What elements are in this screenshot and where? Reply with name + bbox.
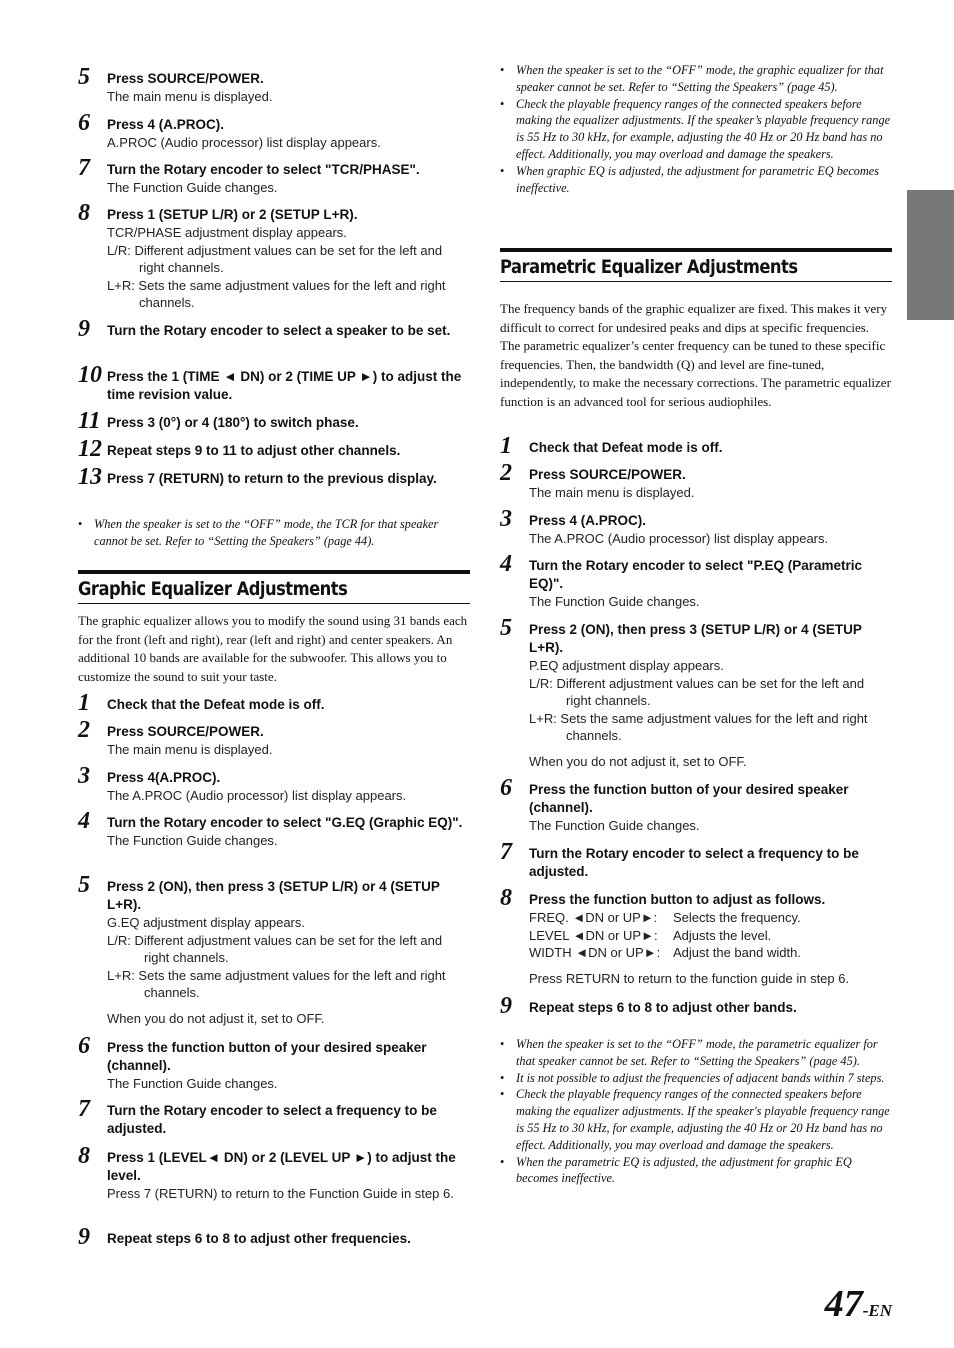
step-heading: Press SOURCE/POWER. [529, 467, 686, 482]
table-row [529, 944, 892, 962]
geq-step-7 [78, 1096, 470, 1138]
table-key: LEVEL ◄DN or UP►: [529, 927, 658, 943]
geq-step-1 [78, 690, 470, 716]
step-heading: Press 2 (ON), then press 3 (SETUP L/R) or 4 (SETUP L+R). [107, 879, 440, 912]
table-key: WIDTH ◄DN or UP►: [529, 945, 661, 960]
note-item [500, 163, 892, 197]
step-number: 2 [500, 460, 512, 486]
step-description: The Function Guide changes. [107, 833, 278, 848]
step-number: 1 [78, 690, 90, 716]
peq-step-7 [500, 839, 892, 881]
note-item [500, 96, 892, 163]
peq-step-8 [500, 885, 892, 987]
step-heading: Press the function button of your desired speaker (channel). [107, 1040, 427, 1073]
geq-step-5 [78, 872, 470, 1027]
step-number: 7 [78, 1096, 90, 1122]
tcr-step-12 [78, 436, 470, 462]
step-number: 10 [78, 362, 102, 388]
tcr-step-11 [78, 408, 470, 434]
note-text: Check the playable frequency ranges of the connected speakers before making the equalizer adjustments. If the speaker's playable frequency range is 55 Hz to 30 kHz, for example, adjusting the 40 Hz or 20 Hz band has no effect. Additionally, you may overload and damage the speakers. [516, 1087, 890, 1152]
step-description: Press 7 (RETURN) to return to the Function Guide in step 6. [107, 1186, 454, 1201]
geq-intro: The graphic equalizer allows you to modify the sound using 31 bands each for the front (left and right), rear (left and right) and center speakers. An additional 10 bands are available for the subwoofer. This allows you to customize the sound to suit your taste. [78, 613, 468, 684]
page-number-suffix: -EN [862, 1301, 892, 1320]
step-number: 9 [78, 1224, 90, 1250]
step-heading: Turn the Rotary encoder to select "P.EQ (Parametric EQ)". [529, 558, 863, 591]
lplusr-description: L+R: Sets the same adjustment values for the left and right channels. [529, 710, 868, 743]
bullet: • [500, 1087, 505, 1102]
table-value: Adjusts the level. [673, 927, 772, 943]
note-item [500, 62, 892, 96]
step-heading: Repeat steps 6 to 8 to adjust other bands. [529, 1000, 797, 1015]
function-button-table [529, 909, 892, 962]
geq-step-4 [78, 808, 470, 850]
step-number: 7 [500, 839, 512, 865]
note-text: When the speaker is set to the “OFF” mode, the parametric equalizer for that speaker cannot be set. Refer to “Setting the Speakers” (page 45). [516, 1037, 878, 1068]
step-description: The main menu is displayed. [107, 89, 273, 104]
step-description: The Function Guide changes. [529, 818, 700, 833]
peq-notes [500, 1036, 892, 1187]
step-heading: Press 3 (0°) or 4 (180°) to switch phase. [107, 415, 359, 430]
step-number: 9 [78, 316, 90, 342]
step-heading: Check that Defeat mode is off. [529, 440, 723, 455]
step-heading: Press 4 (A.PROC). [107, 117, 225, 132]
step-heading: Press 4(A.PROC). [107, 770, 221, 785]
step-heading: Press the 1 (TIME ◄ DN) or 2 (TIME UP ►) to adjust the time revision value. [107, 369, 462, 402]
step-heading: Turn the Rotary encoder to select "TCR/PHASE". [107, 162, 420, 177]
tcr-step-9 [78, 316, 470, 342]
note-text: It is not possible to adjust the frequencies of adjacent bands within 7 steps. [516, 1070, 885, 1085]
peq-step-1 [500, 433, 892, 459]
step-description: The main menu is displayed. [107, 742, 273, 757]
geq-step-6 [78, 1033, 470, 1093]
step-description: A.PROC (Audio processor) list display appears. [107, 135, 381, 150]
tcr-step-8 [78, 200, 470, 312]
step-number: 8 [78, 200, 90, 226]
bullet: • [500, 63, 505, 77]
return-note: Press RETURN to return to the function guide in step 6. [529, 970, 850, 986]
step-number: 4 [500, 551, 512, 577]
step-heading: Turn the Rotary encoder to select "G.EQ (Graphic EQ)". [107, 815, 463, 830]
lplusr-description: L+R: Sets the same adjustment values for the left and right channels. [107, 277, 446, 310]
table-value: Selects the frequency. [673, 910, 801, 925]
step-heading: Turn the Rotary encoder to select a frequency to be adjusted. [107, 1103, 437, 1136]
off-note: When you do not adjust it, set to OFF. [529, 753, 747, 769]
step-heading: Check that the Defeat mode is off. [107, 697, 325, 712]
step-description: The A.PROC (Audio processor) list display appears. [529, 531, 829, 546]
bullet: • [500, 1070, 505, 1085]
step-number: 7 [78, 155, 90, 181]
geq-step-9 [78, 1224, 470, 1250]
peq-step-6 [500, 775, 892, 835]
step-number: 6 [78, 1033, 90, 1059]
peq-step-2 [500, 460, 892, 502]
lplusr-description: L+R: Sets the same adjustment values for the left and right channels. [107, 967, 446, 1000]
bullet: • [500, 1154, 505, 1169]
tcr-notes [78, 516, 470, 550]
tcr-step-6 [78, 110, 470, 152]
step-number: 8 [78, 1143, 90, 1169]
lr-description: L/R: Different adjustment values can be set for the left and right channels. [107, 932, 443, 965]
note-text: When the speaker is set to the “OFF” mode, the graphic equalizer for that speaker cannot be set. Refer to “Setting the Speakers” (page 45). [516, 63, 884, 94]
note-item [500, 1154, 892, 1188]
page-number [825, 1282, 892, 1326]
note-text: Check the playable frequency ranges of the connected speakers before making the equalizer adjustments. If the speaker’s playable frequency range is 55 Hz to 30 kHz, for example, adjusting the 40 Hz or 20 Hz band has no effect. Additionally, you may overload and damage the speakers. [516, 96, 891, 161]
step-description: The Function Guide changes. [529, 594, 700, 609]
step-heading: Press 4 (A.PROC). [529, 513, 647, 528]
bullet: • [500, 163, 505, 178]
step-number: 5 [500, 615, 512, 641]
step-heading: Press 2 (ON), then press 3 (SETUP L/R) or 4 (SETUP L+R). [529, 622, 862, 655]
geq-section-header [78, 570, 470, 604]
step-number: 12 [78, 436, 102, 462]
note-item [500, 1036, 892, 1070]
geq-notes [500, 62, 892, 196]
step-description: P.EQ adjustment display appears. [529, 658, 724, 673]
step-heading: Repeat steps 6 to 8 to adjust other frequencies. [107, 1231, 411, 1246]
step-description: TCR/PHASE adjustment display appears. [107, 225, 347, 240]
table-row [529, 909, 892, 927]
step-number: 8 [500, 885, 512, 911]
step-number: 11 [78, 408, 101, 434]
step-number: 5 [78, 64, 90, 90]
step-number: 13 [78, 464, 102, 490]
step-description: G.EQ adjustment display appears. [107, 915, 305, 930]
note-item [78, 516, 470, 550]
step-heading: Press 7 (RETURN) to return to the previous display. [107, 471, 437, 486]
note-text: When the speaker is set to the “OFF” mode, the TCR for that speaker cannot be set. Refer to “Setting the Speakers” (page 44). [94, 517, 439, 548]
step-number: 5 [78, 872, 90, 898]
section-title: Parametric Equalizer Adjustments [500, 256, 798, 278]
step-number: 6 [78, 110, 90, 136]
note-text: When graphic EQ is adjusted, the adjustment for parametric EQ becomes ineffective. [516, 163, 880, 195]
step-heading: Press 1 (LEVEL◄ DN) or 2 (LEVEL UP ►) to adjust the level. [107, 1150, 456, 1183]
lr-description: L/R: Different adjustment values can be set for the left and right channels. [107, 242, 443, 275]
page-number-value: 47 [824, 1283, 863, 1325]
step-description: The main menu is displayed. [529, 485, 695, 500]
peq-intro: The frequency bands of the graphic equalizer are fixed. This makes it very difficult to correct for undesired peaks and dips at specific frequencies. The parametric equalizer’s center frequency can be tuned to these specific frequencies. Then, the bandwidth (Q) and level are fine-tuned, independently, to make the necessary corrections. The parametric equalizer function is an advanced tool for serious audiophiles. [500, 301, 891, 409]
bullet: • [78, 517, 83, 531]
peq-step-9 [500, 993, 892, 1019]
note-item [500, 1086, 892, 1153]
step-number: 2 [78, 717, 90, 743]
geq-step-2 [78, 717, 470, 759]
step-description: The Function Guide changes. [107, 1076, 278, 1091]
lr-description: L/R: Different adjustment values can be set for the left and right channels. [529, 675, 865, 708]
step-number: 1 [500, 433, 512, 459]
table-value: Adjust the band width. [673, 945, 801, 960]
tcr-step-10 [78, 362, 470, 404]
step-heading: Press 1 (SETUP L/R) or 2 (SETUP L+R). [107, 207, 358, 222]
peq-step-5 [500, 615, 892, 770]
note-item [500, 1070, 892, 1087]
table-row [529, 927, 892, 945]
step-heading: Turn the Rotary encoder to select a frequency to be adjusted. [529, 846, 859, 879]
step-heading: Press the function button of your desired speaker (channel). [529, 782, 849, 815]
step-number: 3 [78, 763, 90, 789]
table-key: FREQ. ◄DN or UP►: [529, 910, 658, 925]
section-title: Graphic Equalizer Adjustments [78, 578, 348, 600]
step-description: The A.PROC (Audio processor) list display appears. [107, 788, 407, 803]
bullet: • [500, 96, 505, 111]
peq-section-header [500, 248, 892, 282]
step-heading: Press the function button to adjust as follows. [529, 892, 826, 907]
peq-step-4 [500, 551, 892, 611]
step-description: The Function Guide changes. [107, 180, 278, 195]
tcr-step-5 [78, 64, 470, 106]
note-text: When the parametric EQ is adjusted, the adjustment for graphic EQ becomes ineffective. [516, 1154, 852, 1186]
step-number: 9 [500, 993, 512, 1019]
tcr-step-13 [78, 464, 470, 490]
step-heading: Repeat steps 9 to 11 to adjust other channels. [107, 443, 401, 458]
step-number: 6 [500, 775, 512, 801]
step-heading: Press SOURCE/POWER. [107, 71, 264, 86]
tcr-step-7 [78, 155, 470, 197]
peq-step-3 [500, 506, 892, 548]
step-number: 3 [500, 506, 512, 532]
off-note: When you do not adjust it, set to OFF. [107, 1010, 325, 1026]
step-heading: Turn the Rotary encoder to select a speaker to be set. [107, 323, 451, 338]
step-heading: Press SOURCE/POWER. [107, 724, 264, 739]
geq-step-8 [78, 1143, 470, 1203]
geq-step-3 [78, 763, 470, 805]
bullet: • [500, 1037, 505, 1051]
step-number: 4 [78, 808, 90, 834]
side-tab-marker [907, 190, 954, 320]
